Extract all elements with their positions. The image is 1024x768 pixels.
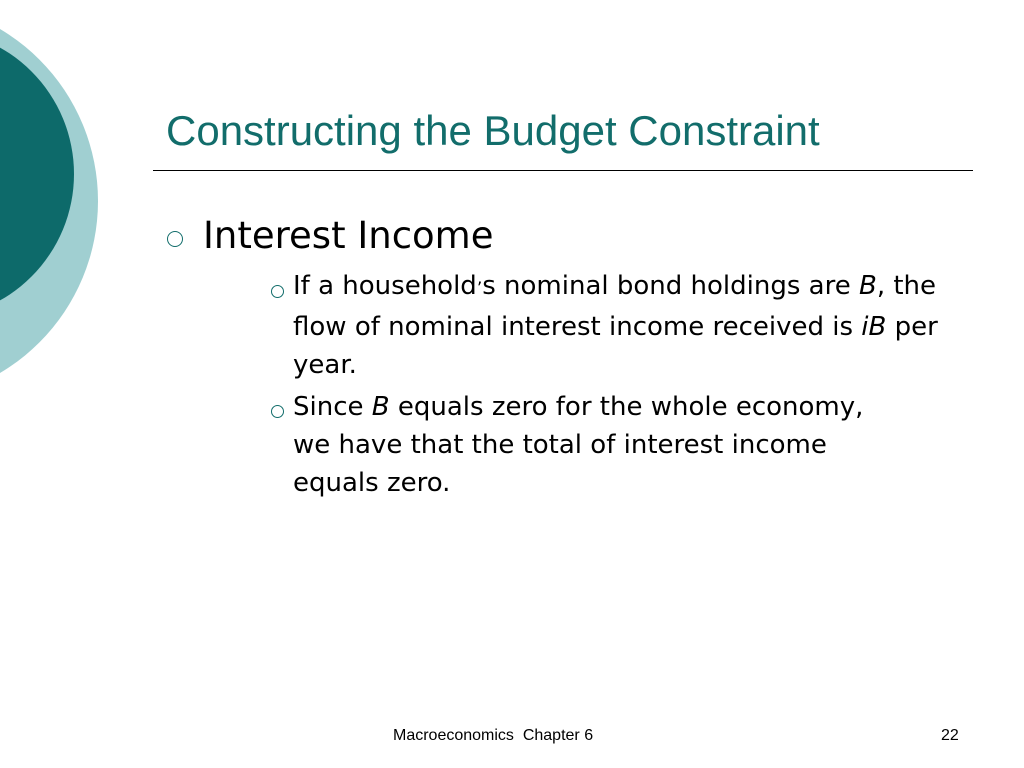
bullet-heading-interest-income: Interest Income	[203, 214, 494, 257]
footer-chapter-label: Macroeconomics Chapter 6	[393, 727, 594, 744]
sub-bullet-text: Since	[293, 392, 372, 422]
apostrophe: ’	[476, 279, 483, 299]
title-divider	[153, 170, 973, 171]
sub-bullet-zero-sum	[293, 388, 893, 502]
slide-title: Constructing the Budget Constraint	[166, 107, 820, 154]
bullet-circle-icon	[167, 231, 183, 247]
sub-bullet-text: , the flow of nominal interest income received is	[293, 271, 937, 342]
bullet-circle-icon	[271, 285, 284, 298]
page-number: 22	[941, 727, 959, 744]
bullet-circle-icon	[271, 405, 284, 418]
sub-bullet-text: per year.	[293, 312, 938, 380]
variable-b: B	[858, 271, 877, 301]
variable-ib: iB	[861, 312, 887, 342]
sub-bullet-text: s nominal bond holdings are	[482, 271, 859, 301]
variable-b: B	[371, 392, 390, 422]
sub-bullet-text: equals zero for the whole economy, we have that the total of interest income equals zero.	[293, 392, 864, 498]
sub-bullet-bond-holdings	[293, 267, 983, 384]
sub-bullet-text: If a household	[293, 271, 477, 301]
